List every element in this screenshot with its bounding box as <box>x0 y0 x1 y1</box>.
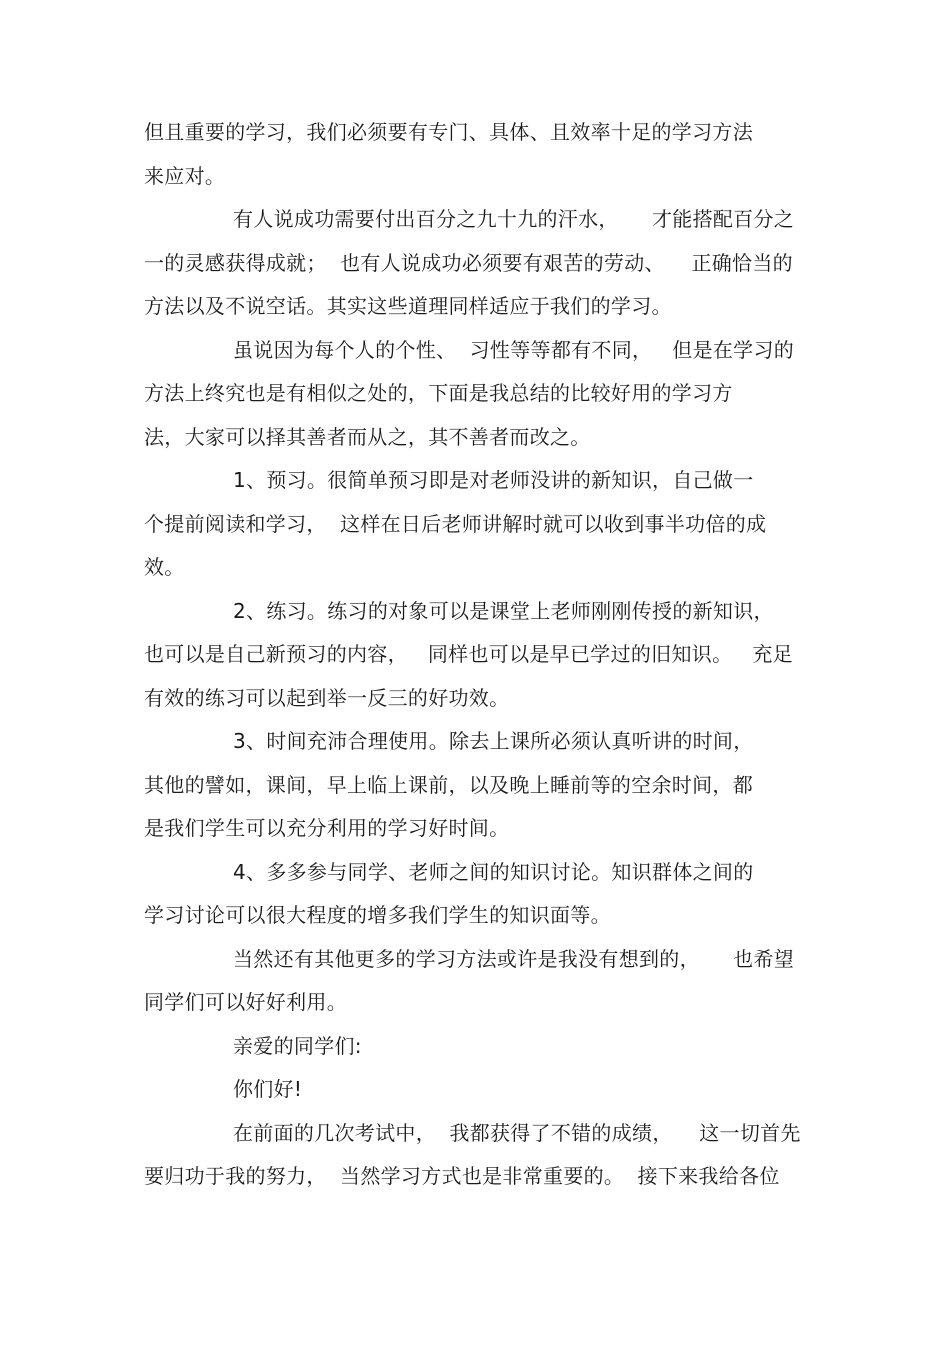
paragraph-first-line: 在前面的几次考试中， 我都获得了不错的成绩， 这一切首先 <box>233 1121 801 1145</box>
text-line: 同学们可以好好利用。 <box>144 990 347 1014</box>
list-item-4: 4、多多参与同学、老师之间的知识讨论。知识群体之间的 <box>233 860 754 884</box>
text-line: 要归功于我的努力， 当然学习方式也是非常重要的。 接下来我给各位 <box>144 1164 780 1188</box>
text-line: 来应对。 <box>144 164 226 188</box>
text-line: 个提前阅读和学习， 这样在日后老师讲解时就可以收到事半功倍的成 <box>144 512 767 536</box>
list-item-2: 2、练习。练习的对象可以是课堂上老师刚刚传授的新知识， <box>233 599 774 623</box>
text-line: 方法上终究也是有相似之处的，下面是我总结的比较好用的学习方 <box>144 381 733 405</box>
paragraph-first-line: 虽说因为每个人的个性、 习性等等都有不同， 但是在学习的 <box>233 338 795 362</box>
text-line: 学习讨论可以很大程度的增多我们学生的知识面等。 <box>144 903 611 927</box>
text-line: 法，大家可以择其善者而从之，其不善者而改之。 <box>144 425 591 449</box>
salutation: 亲爱的同学们: <box>233 1034 362 1058</box>
text-line: 方法以及不说空话。其实这些道理同样适应于我们的学习。 <box>144 294 672 318</box>
text-line: 但且重要的学习，我们必须要有专门、具体、且效率十足的学习方法 <box>144 120 753 144</box>
greeting: 你们好! <box>233 1077 303 1101</box>
text-line: 其他的譬如，课间，早上临上课前，以及晚上睡前等的空余时间，都 <box>144 773 753 797</box>
text-line: 一的灵感获得成就； 也有人说成功必须要有艰苦的劳动、 正确恰当的 <box>144 251 793 275</box>
list-item-1: 1、预习。很简单预习即是对老师没讲的新知识，自己做一 <box>233 468 754 492</box>
list-item-3: 3、时间充沛合理使用。除去上课所必须认真听讲的时间， <box>233 729 754 753</box>
paragraph-first-line: 有人说成功需要付出百分之九十九的汗水， 才能搭配百分之 <box>233 207 795 231</box>
text-line: 是我们学生可以充分利用的学习好时间。 <box>144 816 510 840</box>
text-line: 也可以是自己新预习的内容， 同样也可以是早已学过的旧知识。 充足 <box>144 642 793 666</box>
paragraph-first-line: 当然还有其他更多的学习方法或许是我没有想到的， 也希望 <box>233 947 795 971</box>
text-line: 效。 <box>144 555 185 579</box>
text-line: 有效的练习可以起到举一反三的好功效。 <box>144 686 510 710</box>
